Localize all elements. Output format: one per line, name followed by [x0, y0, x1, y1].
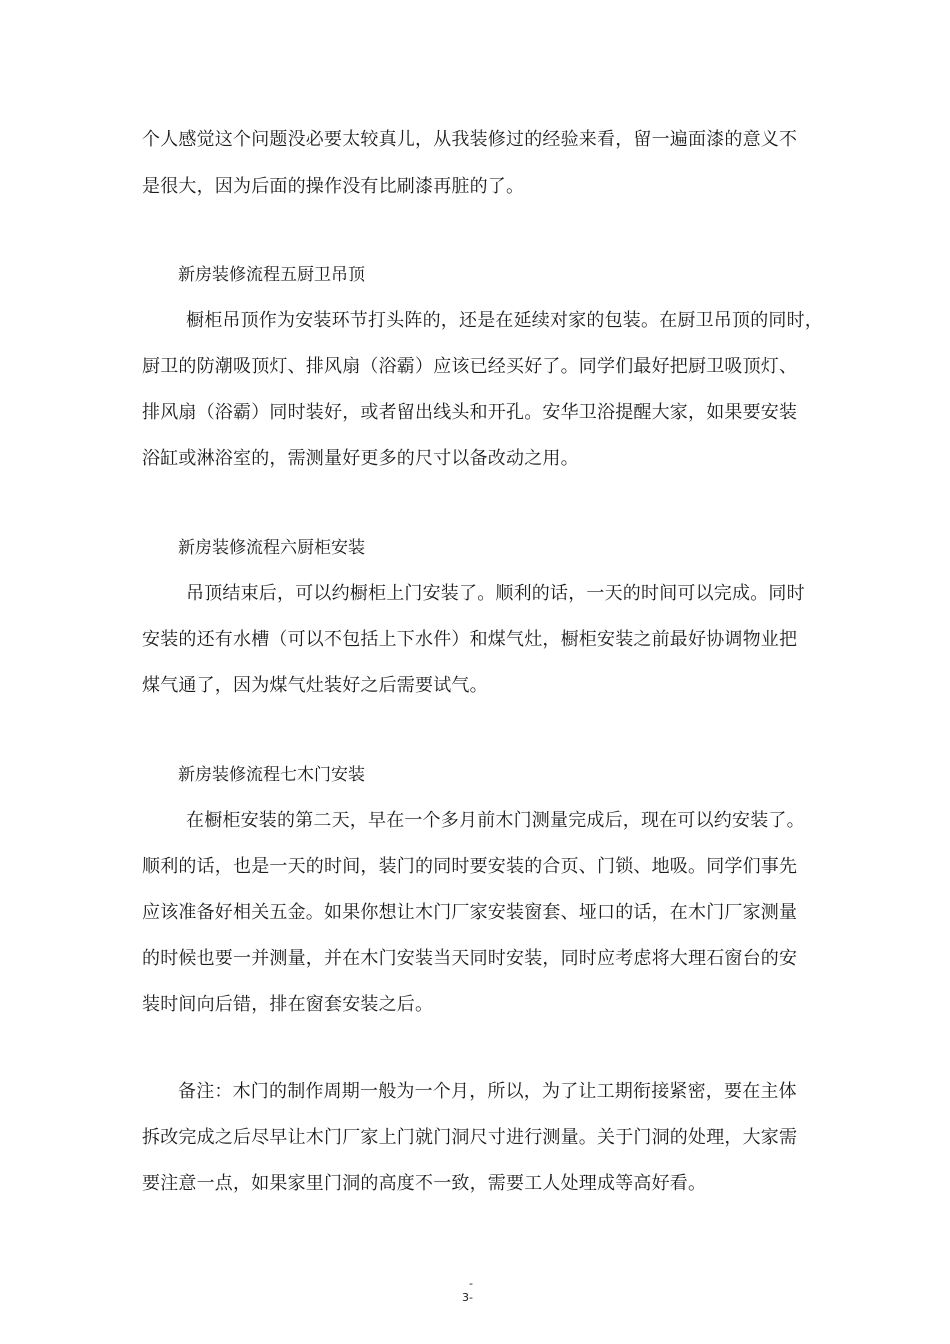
section5-line-3: 排风扇（浴霸）同时装好，或者留出线头和开孔。安华卫浴提醒大家，如果要安装 [142, 402, 798, 423]
section-heading-7: 新房装修流程七木门安装 [178, 765, 365, 785]
section6-line-1: 吊顶结束后，可以约橱柜上门安装了。顺利的话，一天的时间可以完成。同时 [186, 583, 805, 604]
page-number: 3- [462, 1291, 473, 1304]
section5-line-1: 橱柜吊顶作为安装环节打头阵的，还是在延续对家的包装。在厨卫吊顶的同时， [186, 310, 823, 331]
section5-line-4: 浴缸或淋浴室的，需测量好更多的尺寸以备改动之用。 [142, 448, 579, 469]
section7-line-2: 顺利的话，也是一天的时间，装门的同时要安装的合页、门锁、地吸。同学们事先 [142, 856, 798, 877]
section7-line-4: 的时候也要一并测量，并在木门安装当天同时安装，同时应考虑将大理石窗台的安 [142, 948, 798, 969]
section6-line-3: 煤气通了，因为煤气灶装好之后需要试气。 [142, 675, 488, 696]
note-line-3: 要注意一点，如果家里门洞的高度不一致，需要工人处理成等高好看。 [142, 1173, 707, 1194]
section-heading-6: 新房装修流程六厨柜安装 [178, 538, 365, 558]
section-heading-5: 新房装修流程五厨卫吊顶 [178, 265, 365, 285]
intro-line-2: 是很大，因为后面的操作没有比刷漆再脏的了。 [142, 176, 525, 197]
section7-line-5: 装时间向后错，排在窗套安装之后。 [142, 994, 434, 1015]
footer-dash: - [469, 1277, 473, 1290]
section6-line-2: 安装的还有水槽（可以不包括上下水件）和煤气灶，橱柜安装之前最好协调物业把 [142, 629, 798, 650]
section7-line-3: 应该准备好相关五金。如果你想让木门厂家安装窗套、垭口的话，在木门厂家测量 [142, 902, 798, 923]
section5-line-2: 厨卫的防潮吸顶灯、排风扇（浴霸）应该已经买好了。同学们最好把厨卫吸顶灯、 [142, 356, 798, 377]
note-line-2: 拆改完成之后尽早让木门厂家上门就门洞尺寸进行测量。关于门洞的处理，大家需 [142, 1127, 798, 1148]
note-line-1: 备注：木门的制作周期一般为一个月，所以，为了让工期衔接紧密，要在主体 [178, 1081, 797, 1102]
intro-line-1: 个人感觉这个问题没必要太较真儿，从我装修过的经验来看，留一遍面漆的意义不 [142, 129, 798, 150]
section7-line-1: 在橱柜安装的第二天，早在一个多月前木门测量完成后，现在可以约安装了。 [186, 810, 805, 831]
